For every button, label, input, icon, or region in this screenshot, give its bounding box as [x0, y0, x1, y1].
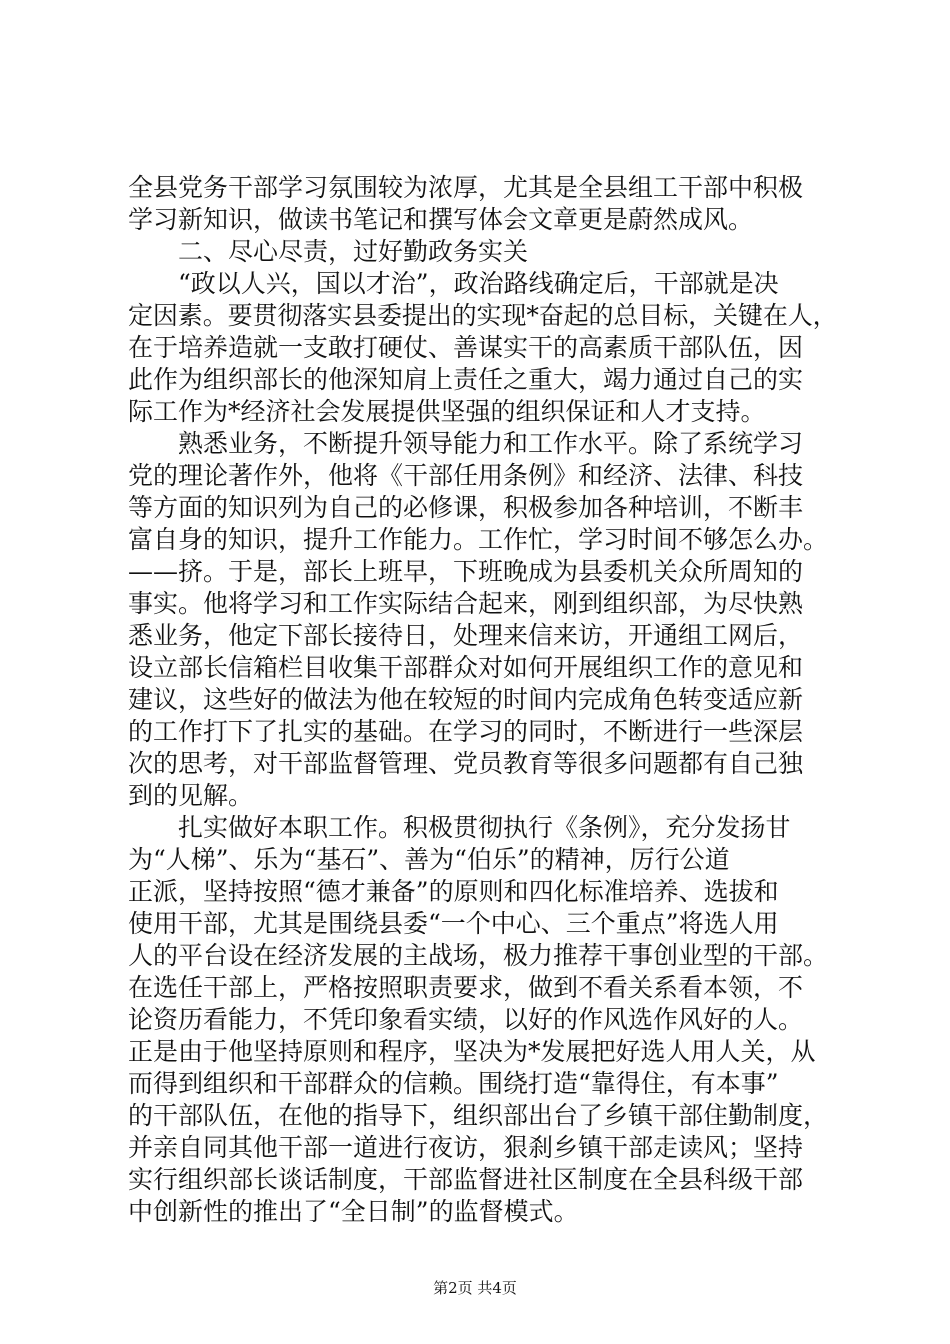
text-line: 使用干部，尤其是围绕县委“一个中心、三个重点”将选人用 — [128, 909, 779, 938]
text-line: 到的见解。 — [128, 781, 254, 810]
text-line: 论资历看能力，不凭印象看实绩，以好的作风选作风好的人。 — [128, 1005, 804, 1034]
text-line: 的干部队伍，在他的指导下，组织部出台了乡镇干部住勤制度， — [128, 1101, 829, 1130]
text-line: 正是由于他坚持原则和程序，坚决为*发展把好选人用人关，从 — [128, 1037, 816, 1066]
text-line: “政以人兴，国以才治”，政治路线确定后，干部就是决 — [128, 269, 779, 298]
text-line: 的工作打下了扎实的基础。在学习的同时，不断进行一些深层 — [128, 717, 804, 746]
text-line: 富自身的知识，提升工作能力。工作忙，学习时间不够怎么办。 — [128, 525, 829, 554]
text-line: 此作为组织部长的他深知肩上责任之重大，竭力通过自己的实 — [128, 365, 804, 394]
text-line: 等方面的知识列为自己的必修课，积极参加各种培训，不断丰 — [128, 493, 804, 522]
text-line: 全县党务干部学习氛围较为浓厚，尤其是全县组工干部中积极 — [128, 173, 804, 202]
text-line: 正派，坚持按照“德才兼备”的原则和四化标准培养、选拔和 — [128, 877, 779, 906]
text-line: 事实。他将学习和工作实际结合起来，刚到组织部，为尽快熟 — [128, 589, 804, 618]
text-line: 党的理论著作外，他将《干部任用条例》和经济、法律、科技 — [128, 461, 804, 490]
text-line: ——挤。于是，部长上班早，下班晚成为县委机关众所周知的 — [128, 557, 804, 586]
body-text — [128, 172, 838, 1228]
text-line: 在选任干部上，严格按照职责要求，做到不看关系看本领，不 — [128, 973, 804, 1002]
text-line: 设立部长信箱栏目收集干部群众对如何开展组织工作的意见和 — [128, 653, 804, 682]
text-line: 扎实做好本职工作。积极贯彻执行《条例》，充分发扬甘 — [128, 813, 791, 842]
text-line: 在于培养造就一支敢打硬仗、善谋实干的高素质干部队伍，因 — [128, 333, 804, 362]
text-line: 建议，这些好的做法为他在较短的时间内完成角色转变适应新 — [128, 685, 804, 714]
text-line: 人的平台设在经济发展的主战场，极力推荐干事创业型的干部。 — [128, 941, 829, 970]
text-line: 实行组织部长谈话制度，干部监督进社区制度在全县科级干部 — [128, 1165, 804, 1194]
text-line: 而得到组织和干部群众的信赖。围绕打造“靠得住，有本事” — [128, 1069, 779, 1098]
text-line: 定因素。要贯彻落实县委提出的实现*奋起的总目标，关键在人， — [128, 301, 838, 330]
text-line: 为“人梯”、乐为“基石”、善为“伯乐”的精神，厉行公道 — [128, 845, 730, 874]
text-line: 中创新性的推出了“全日制”的监督模式。 — [128, 1197, 579, 1226]
text-line: 二、尽心尽责，过好勤政务实关 — [128, 237, 529, 266]
text-line: 次的思考，对干部监督管理、党员教育等很多问题都有自己独 — [128, 749, 804, 778]
text-line: 熟悉业务，不断提升领导能力和工作水平。除了系统学习 — [128, 429, 804, 458]
text-line: 学习新知识，做读书笔记和撰写体会文章更是蔚然成风。 — [128, 205, 754, 234]
text-line: 际工作为*经济社会发展提供坚强的组织保证和人才支持。 — [128, 397, 766, 426]
text-line: 并亲自同其他干部一道进行夜访，狠刹乡镇干部走读风；坚持 — [128, 1133, 804, 1162]
text-line: 悉业务，他定下部长接待日，处理来信来访，开通组工网后， — [128, 621, 804, 650]
page-footer: 第2页 共4页 — [433, 1279, 517, 1297]
